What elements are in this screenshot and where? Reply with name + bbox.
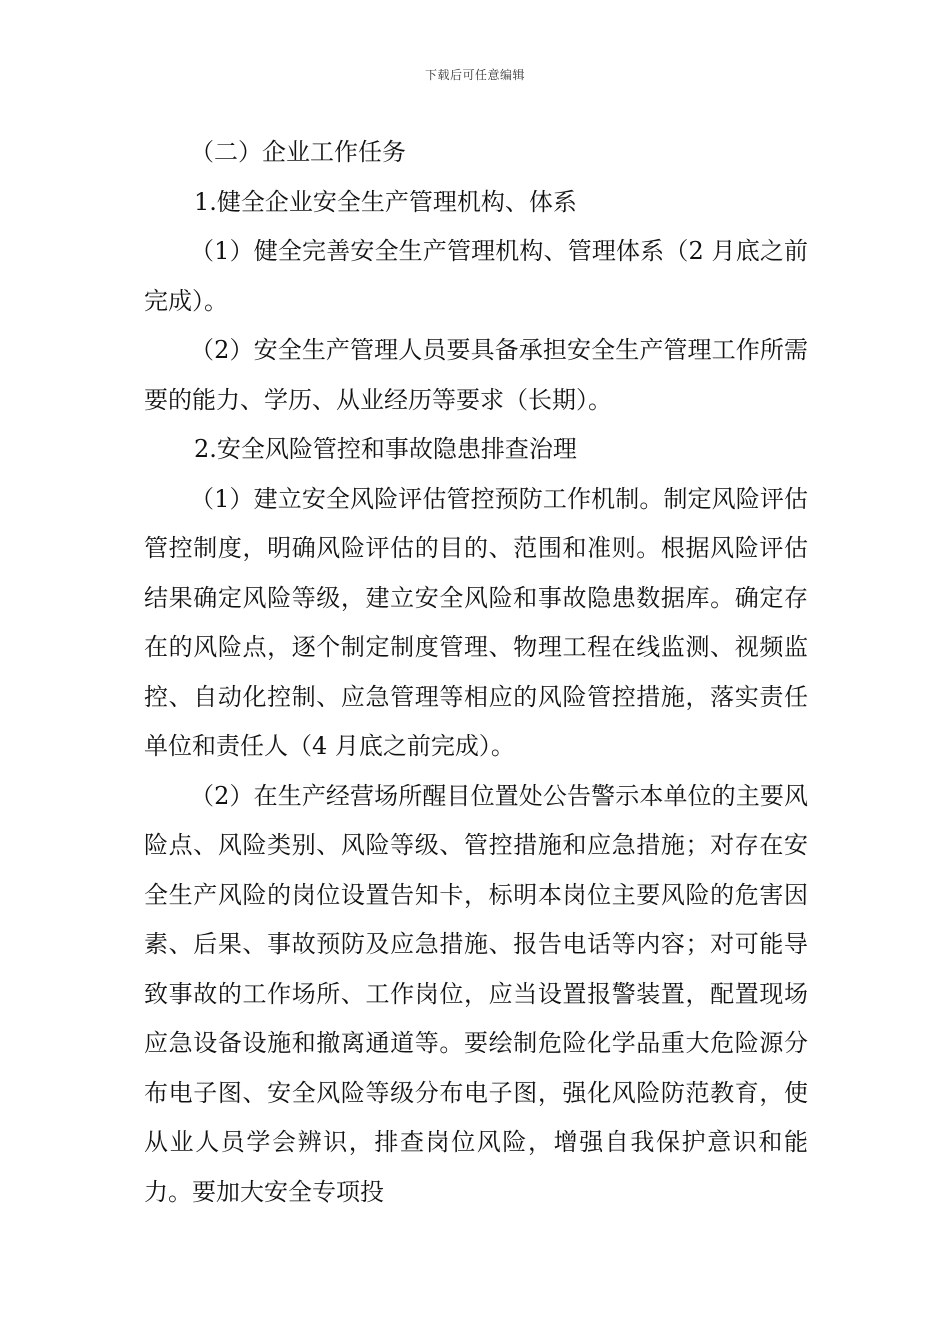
item2-paragraph-2: （2）在生产经营场所醒目位置处公告警示本单位的主要风险点、风险类别、风险等级、管控措施和应急措施；对存在安全生产风险的岗位设置告知卡，标明本岗位主要风险的危害因素、后果、事故预防及应急措施、报告电话等内容；对可能导致事故的工作场所、工作岗位，应当设置报警装置，配置现场应急设备设施和撤离通道等。要绘制危险化学品重大危险源分布电子图、安全风险等级分布电子图，强化风险防范教育，使从业人员学会辨识，排查岗位风险，增强自我保护意识和能力。要加大安全专项投	[144, 781, 808, 1206]
item1-paragraph-1: （1）健全完善安全生产管理机构、管理体系（2 月底之前完成）。	[144, 237, 808, 315]
item1-title: 1.健全企业安全生产管理机构、体系	[194, 187, 577, 216]
item2-paragraph-1: （1）建立安全风险评估管控预防工作机制。制定风险评估管控制度，明确风险评估的目的、范围和准则。根据风险评估结果确定风险等级，建立安全风险和事故隐患数据库。确定存在的风险点，逐个制定制度管理、物理工程在线监测、视频监控、自动化控制、应急管理等相应的风险管控措施，落实责任单位和责任人（4 月底之前完成）。	[144, 484, 808, 760]
header-note: 下载后可任意编辑	[424, 68, 525, 82]
document-body	[144, 128, 808, 1217]
item2-title: 2.安全风险管控和事故隐患排查治理	[194, 435, 577, 463]
item1-paragraph-2: （2）安全生产管理人员要具备承担安全生产管理工作所需要的能力、学历、从业经历等要求（长期）。	[144, 336, 808, 414]
section-heading: （二）企业工作任务	[190, 138, 406, 166]
